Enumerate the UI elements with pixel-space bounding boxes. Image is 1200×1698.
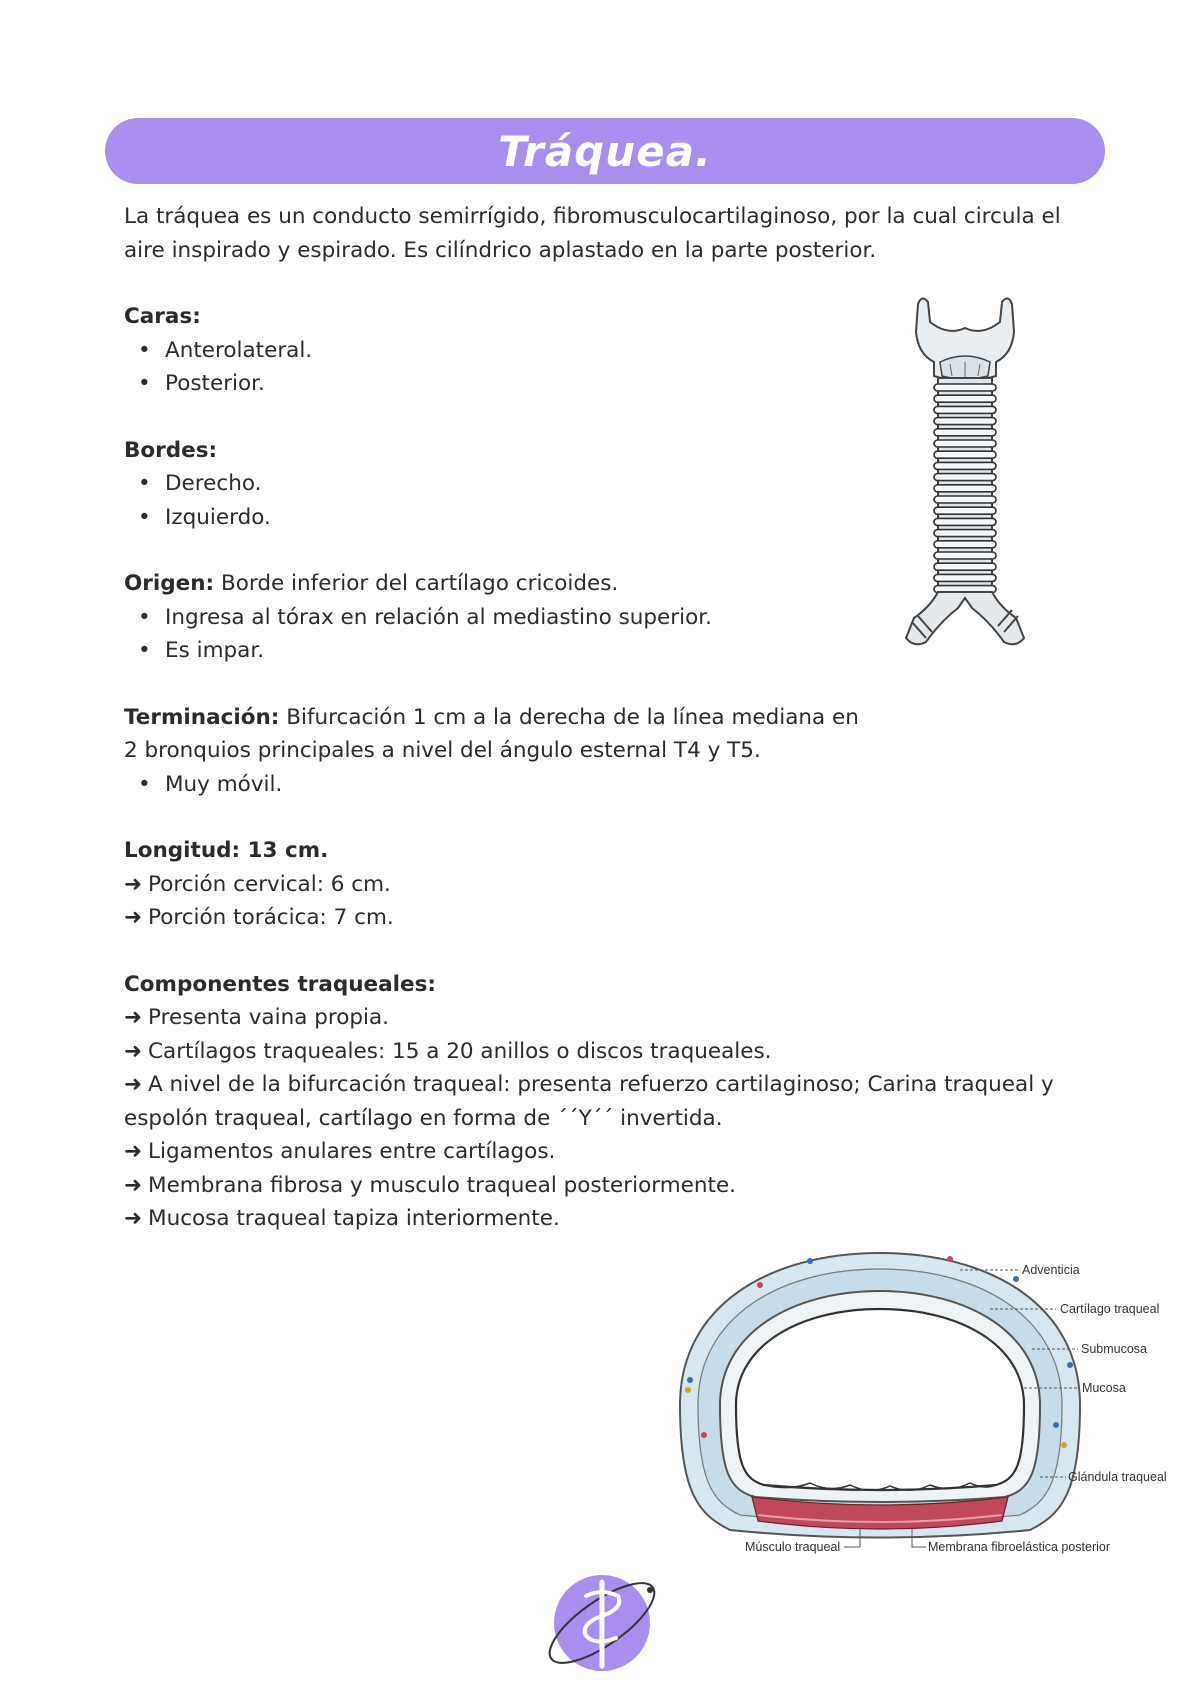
arrow-item: [124, 1068, 1104, 1135]
tracheal-ring: [934, 563, 996, 570]
tracheal-ring: [934, 384, 996, 391]
origen-text: Borde inferior del cartílago cricoides.: [220, 571, 619, 596]
list-item: • Ingresa al tórax en relación al mediastino superior.: [124, 601, 1104, 635]
arrow-item-text: Cartílagos traqueales: 15 a 20 anillos o discos traqueales.: [148, 1038, 772, 1064]
trachea-illustration: [900, 292, 1030, 662]
arrow-item: [124, 1169, 1104, 1203]
label-mucosa: Mucosa: [1082, 1381, 1126, 1395]
arrow-item-text: Presenta vaina propia.: [148, 1005, 389, 1030]
list-item: • Anterolateral.: [124, 334, 1104, 368]
arrow-item: [124, 901, 1104, 935]
origen-heading: Origen:: [124, 571, 215, 596]
tracheal-ring: [934, 518, 996, 525]
arrow-icon: ➜: [124, 1072, 143, 1097]
arrow-item: [124, 1001, 1104, 1035]
tracheal-ring: [934, 496, 996, 503]
arrow-item-text: Mucosa traqueal tapiza interiormente.: [148, 1206, 560, 1231]
tracheal-ring: [934, 395, 996, 402]
list-item: • Posterior.: [124, 367, 1104, 401]
arrow-item: [124, 868, 1104, 902]
arrow-icon: ➜: [124, 1005, 143, 1030]
caras-heading: Caras:: [124, 304, 201, 329]
tracheal-ring: [934, 462, 996, 469]
arrow-item-text: Ligamentos anulares entre cartílagos.: [148, 1139, 556, 1164]
arrow-item: [124, 1202, 1104, 1236]
arrow-item-text: A nivel de la bifurcación traqueal: presenta refuerzo cartilaginoso; Carina traqueal y espolón traqueal, cartílago en forma de ´´Y´´ invertida.: [124, 1072, 1054, 1131]
longitud-heading: Longitud: 13 cm.: [124, 838, 329, 863]
tracheal-ring: [934, 474, 996, 481]
medical-logo-icon: [540, 1568, 670, 1676]
tracheal-ring: [934, 451, 996, 458]
terminacion-heading: Terminación:: [124, 704, 280, 730]
tracheal-ring: [934, 530, 996, 537]
title-banner: [105, 118, 1105, 184]
arrow-icon: ➜: [124, 871, 143, 897]
tracheal-ring: [934, 552, 996, 559]
arrow-icon: ➜: [124, 1206, 143, 1231]
label-cartilago: Cartílago traqueal: [1060, 1302, 1160, 1316]
arrow-icon: ➜: [124, 1038, 143, 1064]
label-membrana: Membrana fibroelástica posterior: [928, 1540, 1111, 1554]
list-item: • Es impar.: [124, 634, 1104, 668]
label-musculo: Músculo traqueal: [745, 1540, 841, 1554]
arrow-item: [124, 1035, 1104, 1069]
arrow-item: [124, 1135, 1104, 1169]
tracheal-ring: [934, 574, 996, 581]
svg-text:✦: ✦: [646, 1586, 655, 1597]
section-longitud: [124, 834, 1104, 935]
label-submucosa: Submucosa: [1081, 1342, 1148, 1356]
arrow-item-text: Porción cervical: 6 cm.: [148, 871, 391, 897]
tracheal-ring: [934, 406, 996, 413]
label-adventicia: Adventicia: [1022, 1263, 1080, 1277]
arrow-item-text: Membrana fibrosa y musculo traqueal posteriormente.: [148, 1172, 737, 1198]
trachea-cross-section-diagram: [660, 1245, 1167, 1575]
tracheal-ring: [934, 507, 996, 514]
list-item: • Muy móvil.: [124, 768, 1104, 802]
terminacion-line-2: 2 bronquios principales a nivel del ángulo esternal T4 y T5.: [124, 738, 761, 763]
tracheal-ring: [934, 541, 996, 548]
list-item: • Derecho.: [124, 467, 1104, 501]
section-terminacion: [124, 701, 1104, 802]
bordes-heading: Bordes:: [124, 437, 218, 463]
page-title: Tráquea.: [498, 126, 712, 176]
arrow-icon: ➜: [124, 1139, 143, 1164]
list-item: • Izquierdo.: [124, 501, 1104, 535]
arrow-icon: ➜: [124, 905, 143, 930]
terminacion-text-1: Bifurcación 1 cm a la derecha de la línea mediana en: [286, 704, 859, 730]
terminacion-list: [124, 768, 1104, 802]
arrow-icon: ➜: [124, 1172, 143, 1198]
tracheal-ring: [934, 418, 996, 425]
label-glandula: Glándula traqueal: [1068, 1470, 1167, 1484]
tracheal-ring: [934, 485, 996, 492]
tracheal-ring: [934, 440, 996, 447]
intro-paragraph: La tráquea es un conducto semirrígido, fibromusculocartilaginoso, por la cual circula el aire inspirado y espirado. Es cilíndrico aplastado en la parte posterior.: [124, 204, 1061, 263]
componentes-heading: Componentes traqueales:: [124, 971, 436, 997]
tracheal-ring: [934, 429, 996, 436]
section-componentes: [124, 968, 1104, 1236]
arrow-item-text: Porción torácica: 7 cm.: [148, 905, 394, 930]
terminacion-line-1: [124, 701, 1104, 735]
